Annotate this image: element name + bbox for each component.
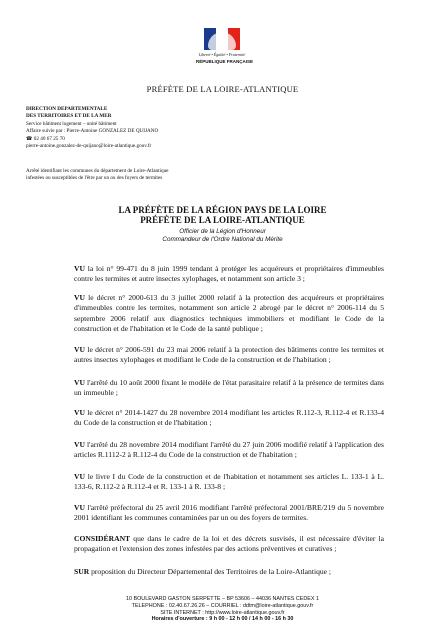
document-heading [0, 205, 445, 225]
marianne-logo [196, 28, 254, 78]
visa-text: l'arrêté du 10 août 2000 fixant le modèle de l'état parasitaire relatif à la présence de termites dans un immeuble ; [74, 378, 384, 398]
footer-address: 10 BOULEVARD GASTON SERPETTE – BP 53606 – 44036 NANTES CEDEX 1 [126, 596, 319, 602]
considering-keyword: CONSIDÉRANT [74, 534, 131, 543]
subject-line-2: infestées ou susceptibles de l'être par un ou des foyers de termites [26, 175, 163, 182]
footer-hours: Horaires d'ouverture : 9 h 00 - 12 h 00 / 14 h 00 - 16 h 30 [151, 616, 294, 623]
visa-paragraph [74, 440, 384, 461]
sender-block [26, 106, 246, 150]
proposal-text: proposition du Directeur Départemental des Territoires de la Loire-Atlantique ; [91, 567, 332, 576]
visa-paragraph [74, 293, 384, 334]
visa-paragraph [74, 503, 384, 524]
proposal-paragraph [74, 567, 384, 577]
direction-line-1: DIRECTION DEPARTEMENTALE [26, 106, 108, 112]
visa-keyword: VU [74, 408, 85, 417]
visa-keyword: VU [74, 472, 85, 481]
logo-republic: RÉPUBLIQUE FRANÇAISE [196, 59, 254, 64]
phone-line: ☎ 02 40 67 25 70 [26, 135, 65, 142]
visa-paragraph [74, 472, 384, 493]
logo-motto: Liberté • Égalité • Fraternité [198, 52, 246, 57]
email-line: pierre-antoine.gonzalez-de-quijano@loire-atlantique.gouv.fr [26, 143, 152, 150]
visa-text: l'arrêté préfectoral du 25 avril 2016 modifiant l'arrêté préfectoral 2001/BRE/219 du 5 novembre 2001 identifiant les communes contaminées par un ou des foyers de termites. [74, 503, 384, 523]
visa-text: le livre I du Code de la construction et de l'habitation et notamment ses articles L. 133-1 à L. 133-6, R.112-2 à R.112-4 et R. 133-1 à R. 133-8 ; [74, 472, 384, 492]
subject-line-1: Arrêté identifiant les communes du département de Loire-Atlantique [26, 168, 169, 174]
visa-keyword: VU [74, 378, 85, 387]
visa-text: le décret n° 2000-613 du 3 juillet 2000 relatif à la protection des acquéreurs et propriétaires d'immeubles contre les termites, notamment son article 2 abrogé par le décret n° 2006-114 du 5 septembre 2006 relatif aux diagnostics techniques immobiliers et modifiant le Code de la construction et de l'habitation et le Code de la santé publique ; [74, 293, 384, 333]
heading-line-1: LA PRÉFÈTE DE LA RÉGION PAYS DE LA LOIRE [118, 205, 327, 215]
visa-keyword: VU [74, 264, 85, 273]
visa-text: la loi n° 99-471 du 8 juin 1999 tendant à protéger les acquéreurs et propriétaires d'immeubles contre les termites et autre insectes xylophages, et notamment son article 3 ; [74, 264, 384, 284]
visa-text: l'arrêté du 28 novembre 2014 modifiant l'arrêté du 27 juin 2006 modifié relatif à l'application des articles R.1112-2 à R.112-4 du Code de la construction et de l'habitation ; [74, 440, 384, 460]
prefecture-title: PRÉFÈTE DE LA LOIRE-ATLANTIQUE [146, 84, 299, 94]
visa-paragraph [74, 408, 384, 429]
visa-keyword: VU [74, 345, 85, 354]
direction-line-2: DES TERRITOIRES ET DE LA MER [26, 113, 112, 120]
honor-line-1: Officier de la Légion d'Honneur [179, 228, 266, 235]
visa-paragraph [74, 345, 384, 366]
visa-text: le décret n° 2006-591 du 23 mai 2006 relatif à la protection des bâtiments contre les termites et autres insectes xylophages et modifiant le Code de la construction et de l'habitation ; [74, 345, 384, 365]
proposal-keyword: SUR [74, 567, 90, 576]
followed-by-line: Affaire suivie par : Pierre-Antoine GONZALEZ DE QUIJANO [26, 128, 159, 135]
arrete-subject [26, 168, 306, 182]
honor-line-2: Commandeur de l'Ordre National du Mérite [162, 236, 283, 243]
visa-keyword: VU [74, 293, 85, 302]
honors-block [0, 228, 445, 244]
footer-contact: TELEPHONE : 02.40.67.26.26 – COURRIEL : ddtm@loire-atlantique.gouv.fr [131, 602, 314, 609]
visa-paragraph [74, 264, 384, 285]
visa-keyword: VU [74, 503, 85, 512]
considering-paragraph [74, 534, 384, 555]
visa-paragraph [74, 378, 384, 399]
heading-line-2: PRÉFÈTE DE LA LOIRE-ATLANTIQUE [140, 215, 305, 225]
visa-keyword: VU [74, 440, 85, 449]
visa-text: le décret n° 2014-1427 du 28 novembre 2014 modifiant les articles R.112-3, R.112-4 et R.133-4 du Code de la construction et de l'habitation ; [74, 408, 384, 428]
service-line: Service bâtiment logement – unité bâtiment [26, 120, 117, 127]
page-footer [0, 596, 445, 623]
considering-text: que dans le cadre de la loi et des décrets susvisés, il est nécessaire d'éviter la propagation et l'extension des zones infestées par des actions préventives et curatives ; [74, 534, 384, 554]
footer-site: SITE INTERNET : http://www.loire-atlantique.gouv.fr [160, 609, 285, 616]
